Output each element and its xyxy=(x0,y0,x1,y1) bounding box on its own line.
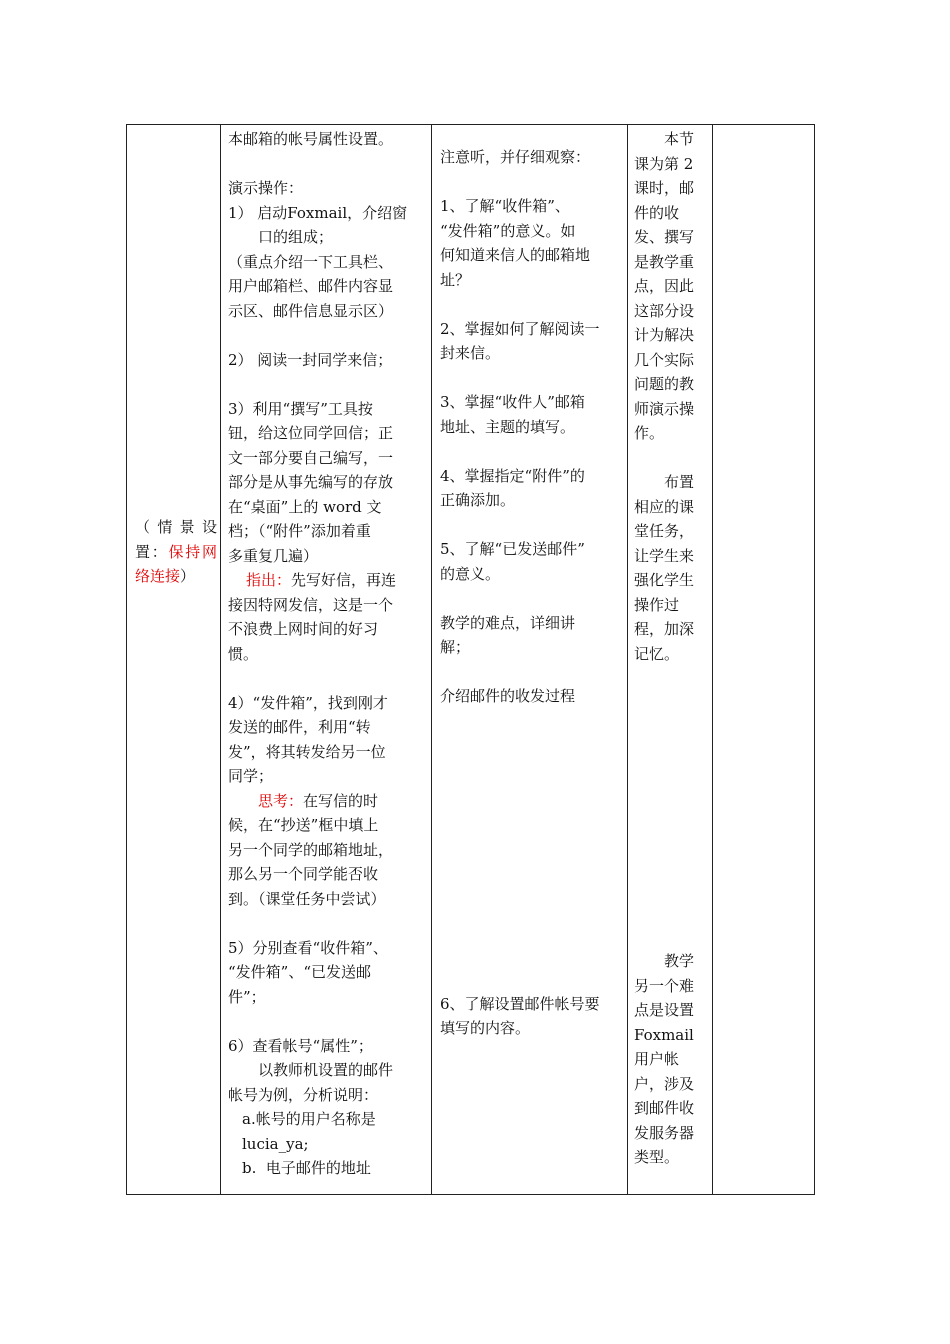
text-line: 计为解决 xyxy=(634,326,695,344)
text-line: b. 电子邮件的地址 xyxy=(242,1159,371,1177)
text-line: 候，在“抄送”框中填上 xyxy=(228,816,379,834)
text-line: 口的组成； xyxy=(258,228,334,246)
text-line: 地址、主题的填写。 xyxy=(440,417,576,436)
text-line: 钮，给这位同学回信；正 xyxy=(228,424,394,442)
text-line: 介绍邮件的收发过程 xyxy=(440,687,576,705)
text-line: 1） 启动Foxmail，介绍窗 xyxy=(228,203,408,222)
text-line: 堂任务， xyxy=(634,522,695,540)
text-line: 另一个同学的邮箱地址， xyxy=(228,840,394,859)
text-line: 让学生来 xyxy=(634,546,695,565)
text-line: 2、掌握如何了解阅读一 xyxy=(440,319,600,338)
text-line: 部分是从事先编写的存放 xyxy=(228,473,394,491)
text-line: 作。 xyxy=(634,424,665,442)
text-line: 1、了解“收件箱”、 xyxy=(440,197,570,215)
text-line: 2） 阅读一封同学来信； xyxy=(228,350,393,369)
text-line: 5、了解“已发送邮件” xyxy=(440,540,585,558)
text-line: 问题的教 xyxy=(634,375,695,393)
text-line: “发件箱”的意义。如 xyxy=(440,221,576,240)
text-line: 档；（“附件”添加着重 xyxy=(228,522,371,540)
text-line: 同学； xyxy=(228,767,274,785)
text-line: 师演示操 xyxy=(634,399,695,418)
scenario-cell xyxy=(135,125,217,1194)
text-line: 发”，将其转发给另一位 xyxy=(228,742,386,761)
column-divider xyxy=(627,125,628,1194)
text-line: 5）分别查看“收件箱”、 xyxy=(228,938,388,957)
text-line: 解； xyxy=(440,638,471,656)
text-line: 本节 xyxy=(664,130,695,148)
text-line: 另一个难 xyxy=(634,976,695,995)
text-line: 示区、邮件信息显示区） xyxy=(228,301,394,320)
text-line: （重点介绍一下工具栏、 xyxy=(228,252,394,271)
column-divider xyxy=(220,125,221,1194)
text-span: 先写好信，再连 xyxy=(291,571,397,589)
text-line: 操作过 xyxy=(634,595,680,614)
text-line: 点，因此 xyxy=(634,277,695,295)
text-line: 填写的内容。 xyxy=(440,1019,531,1037)
text-line: 6、了解设置邮件帐号要 xyxy=(440,994,600,1013)
text-line: 本邮箱的帐号属性设置。 xyxy=(228,130,394,148)
scenario-highlight: 保持网络连接 xyxy=(135,542,217,585)
text-line: 发送的邮件，利用“转 xyxy=(228,718,371,736)
student-activity-cell xyxy=(440,125,624,1194)
teacher-activity-cell xyxy=(228,125,425,1194)
text-line: 帐号为例，分析说明： xyxy=(228,1085,379,1104)
design-intent-cell xyxy=(634,125,714,1194)
text-line: 发服务器 xyxy=(634,1123,695,1142)
column-divider xyxy=(431,125,432,1194)
text-line: 何知道来信人的邮箱地 xyxy=(440,246,591,264)
text-line: Foxmail xyxy=(634,1025,694,1044)
text-line: 正确添加。 xyxy=(440,491,516,509)
text-line: 件”； xyxy=(228,987,266,1006)
text-line: 件的收 xyxy=(634,203,680,222)
text-line: 址？ xyxy=(440,270,471,289)
text-line: 4）“发件箱”，找到刚才 xyxy=(228,693,388,712)
text-span: 在写信的时 xyxy=(303,791,379,810)
text-line: 用户邮箱栏、邮件内容显 xyxy=(228,277,394,295)
text-line xyxy=(228,789,425,814)
text-line: 教学 xyxy=(664,952,695,970)
text-line: 不浪费上网时间的好习 xyxy=(228,620,379,638)
scenario-close: ） xyxy=(180,567,196,585)
lesson-table xyxy=(126,124,815,1195)
text-line: 课时，邮 xyxy=(634,179,695,197)
text-line: 在“桌面”上的 word 文 xyxy=(228,497,382,516)
text-line: 注意听，并仔细观察： xyxy=(440,148,591,166)
text-line: 用户帐 xyxy=(634,1050,680,1068)
text-line: 强化学生 xyxy=(634,571,695,589)
text-line: 以教师机设置的邮件 xyxy=(258,1061,394,1079)
text-line: a.帐号的用户名称是 xyxy=(242,1110,376,1128)
text-line: “发件箱”、“已发送邮 xyxy=(228,963,372,981)
text-line: 发、撰写 xyxy=(634,228,695,246)
scenario-text xyxy=(135,515,217,589)
text-line: 几个实际 xyxy=(634,350,695,369)
text-line: 接因特网发信，这是一个 xyxy=(228,595,394,614)
text-line: 类型。 xyxy=(634,1148,680,1166)
text-line: 户，涉及 xyxy=(634,1074,695,1093)
text-line: 6）查看帐号“属性”； xyxy=(228,1036,373,1055)
note-label: 指出： xyxy=(246,571,292,589)
text-line: 那么另一个同学能否收 xyxy=(228,865,379,883)
scenario-label: （情景设置： xyxy=(135,518,217,561)
text-line: 4、掌握指定“附件”的 xyxy=(440,466,585,485)
text-line: 多重复几遍） xyxy=(228,546,319,565)
text-line: 点是设置 xyxy=(634,1001,695,1019)
text-line: 演示操作： xyxy=(228,179,304,197)
text-line: lucia_ya; xyxy=(242,1134,309,1153)
text-line: 相应的课 xyxy=(634,497,695,516)
text-line: 3、掌握“收件人”邮箱 xyxy=(440,393,585,411)
text-line: 到邮件收 xyxy=(634,1099,695,1117)
text-line xyxy=(228,568,425,593)
text-line: 程，加深 xyxy=(634,620,695,638)
text-line: 是教学重 xyxy=(634,252,695,271)
text-line: 教学的难点，详细讲 xyxy=(440,613,576,632)
text-line: 惯。 xyxy=(228,644,259,663)
text-line: 记忆。 xyxy=(634,644,680,663)
text-line: 课为第 2 xyxy=(634,154,694,173)
text-line: 这部分设 xyxy=(634,301,695,320)
text-line: 3）利用“撰写”工具按 xyxy=(228,399,373,418)
text-line: 封来信。 xyxy=(440,344,501,362)
text-line: 的意义。 xyxy=(440,564,501,583)
text-line: 布置 xyxy=(664,473,695,491)
think-label: 思考： xyxy=(258,791,304,810)
text-line: 文一部分要自己编写，一 xyxy=(228,448,394,467)
text-line: 到。（课堂任务中尝试） xyxy=(228,889,386,908)
